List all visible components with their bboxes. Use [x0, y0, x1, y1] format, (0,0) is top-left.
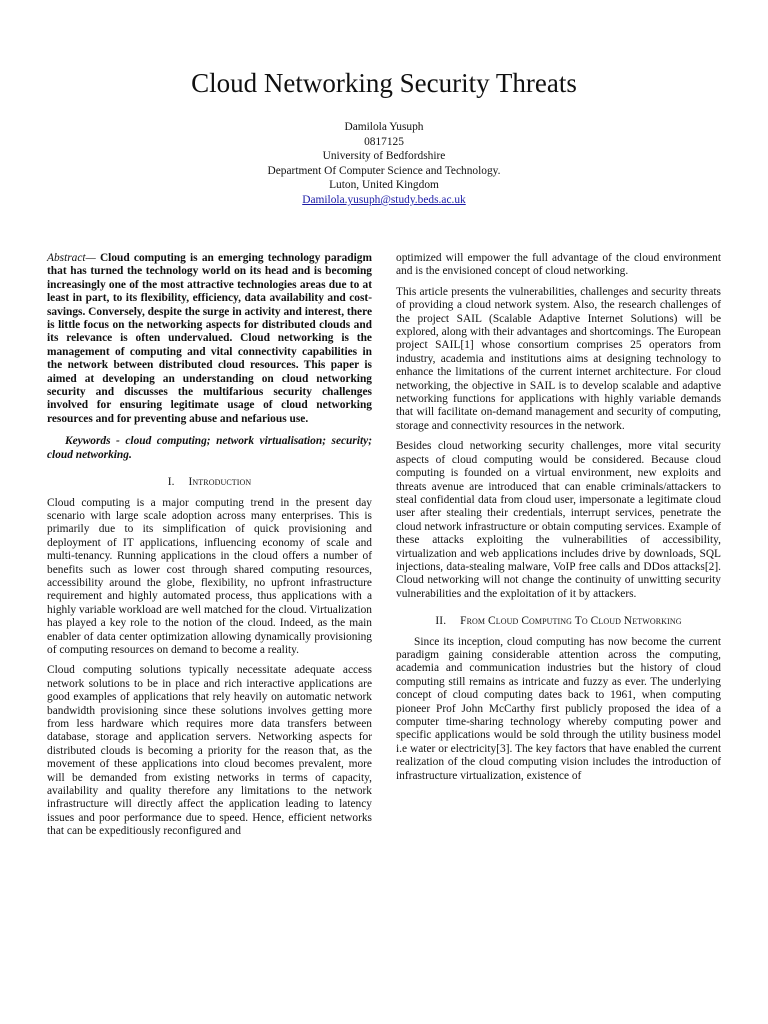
author-location: Luton, United Kingdom	[329, 179, 439, 192]
author-email-link[interactable]: Damilola.yusuph@study.beds.ac.uk	[302, 193, 466, 206]
section-heading-cloud-networking	[396, 615, 721, 628]
intro-paragraph-2-continued: optimized will empower the full advantage of the cloud environment and is the envisioned concept of cloud networking.	[396, 252, 721, 278]
author-name: Damilola Yusuph	[344, 121, 424, 133]
abstract-text: Cloud computing is an emerging technology paradigm that has turned the technology world on its head and is becoming increasingly one of the most attractive technologies areas due to at least in part, to its flexibility, efficiency, data availability and cost-savings. Conversely, despite the surge in activity and interest, there is little focus on the networking aspects for distributed clouds and its relevance is often undervalued. Cloud networking is the management of computing and vital connectivity capabilities in the network between distributed cloud resources. This paper is aimed at developing an understanding on cloud networking security and discusses the multifarious security challenges involved for ensuring legitimate usage of cloud networking resources and for preventing abuse and nefarious use.	[47, 252, 372, 425]
author-university: University of Bedfordshire	[322, 150, 446, 163]
paper-title: Cloud Networking Security Threats	[191, 68, 577, 98]
section-number: I.	[167, 476, 175, 489]
section-heading-introduction	[47, 476, 372, 489]
author-department: Department Of Computer Science and Technology.	[267, 164, 501, 177]
intro-paragraph-2: Cloud computing solutions typically necessitate adequate access network solutions to be in place and rich interactive applications are good examples of applications that rely heavily on automatic network bandwidth provisioning since these solutions involves getting more from less hardware which requires more data transfers between database, storage and application servers. Networking aspects for distributed clouds is becoming a priority for the reason that, as the movement of these applications into cloud becomes prevalent, more will be demanded from existing networks in terms of capacity, availability and quality therefore any limitations to the network infrastructure will directly affect the application leading to latency issues and poor performance due to speed. Hence, efficient networks that can be expeditiously reconfigured and	[47, 664, 372, 838]
intro-paragraph-4: Besides cloud networking security challenges, more vital security aspects of cloud computing would be considered. Because cloud computing is founded on a virtual environment, new exploits and threats avenue are introduced that can enable criminals/attackers to steal confidential data from cloud user, impersonate a legitimate cloud user after stealing their credentials, interrupt services, penetrate the cloud network infrastructure or obtain computing services. Example of these attacks exploiting the vulnerabilities of accessibility, virtualization and web applications includes drive by downloads, SQL injections, data-stealing malware, VoIP free calls and DDos attacks[2]. Cloud networking will not change the continuity of unwitting security vulnerabilities and the exploitation of it by attackers.	[396, 440, 721, 600]
author-id: 0817125	[364, 135, 404, 148]
section-title: Introduction	[188, 476, 252, 489]
left-column	[47, 252, 372, 846]
history-paragraph-1: Since its inception, cloud computing has now become the current paradigm gaining considerable attention across the computing, academia and communication industries but the history of cloud computing still remains as intricate and fuzzy as ever. The underlying concept of cloud computing dates back to 1961, when computing pioneer Prof John McCarthy first publicly proposed the idea of a computer time-sharing technology whereby computing power and specific applications would be sold through the utility business model i.e water or electricity[3]. The key factors that have enabled the current realization of the cloud computing vision includes the introduction of infrastructure virtualization, existence of	[396, 635, 721, 782]
right-column	[396, 252, 721, 790]
section-number: II.	[435, 615, 447, 628]
author-block	[0, 120, 768, 208]
abstract	[47, 252, 372, 426]
keywords: Keywords - cloud computing; network virtualisation; security; cloud networking.	[47, 435, 372, 461]
abstract-label: Abstract—	[47, 252, 96, 264]
intro-paragraph-3: This article presents the vulnerabilities, challenges and security threats of providing a cloud network system. Also, the research challenges of the project SAIL (Scalable Adaptive Internet Solutions) will be explored, along with their advantages and shortcomings. The European project SAIL[1] whose consortium comprises 25 operators from industry, academia and institutions aims at designing technology to enhance the limitations of the current internet architecture. For cloud networking, the objective in SAIL is to develop scalable and adaptive networking functions for applications with highly variable demands that will facilitate on-demand management and security of computing, storage and connectivity resources in the network.	[396, 285, 721, 432]
intro-paragraph-1: Cloud computing is a major computing trend in the present day scenario with large scale adoption across many enterprises. This is primarily due to its simplification of quick provisioning and deployment of IT applications, influencing economy of scale and multi-tenancy. Running applications in the cloud offers a number of benefits such as lower cost through shared computing resources, accessibility around the globe, flexibility, no upfront infrastructure requirement and highly automated process, thus applications with a highly variable workload are well matched for the cloud. Virtualization has played a key role to the notion of the cloud. Indeed, as the main enabler of data center optimization allowing dynamically provisioning of computing resources on demand to become a reality.	[47, 496, 372, 656]
section-title: From Cloud Computing To Cloud Networking	[460, 615, 682, 628]
